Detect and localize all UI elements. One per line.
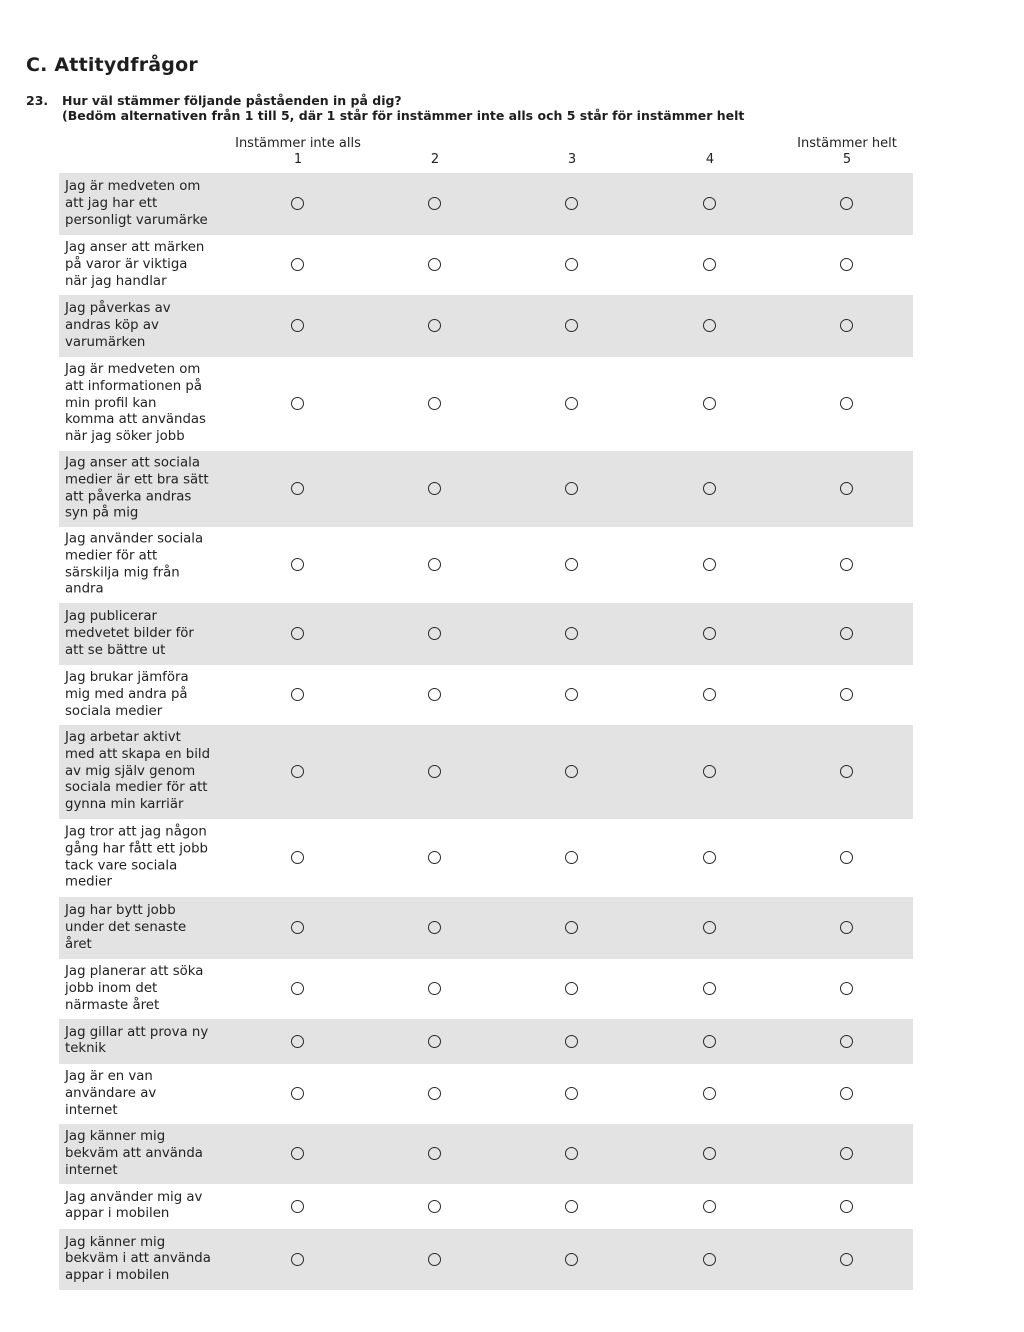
radio-option-1[interactable]	[291, 1200, 304, 1213]
radio-option-2[interactable]	[428, 1035, 441, 1048]
radio-option-5[interactable]	[840, 397, 853, 410]
radio-option-2[interactable]	[428, 1200, 441, 1213]
radio-option-5[interactable]	[840, 319, 853, 332]
radio-option-2[interactable]	[428, 627, 441, 640]
radio-option-4[interactable]	[703, 1147, 716, 1160]
statement-row	[59, 357, 913, 451]
radio-option-5[interactable]	[840, 765, 853, 778]
scale-value: 5	[842, 152, 852, 167]
statement-label	[65, 670, 215, 720]
radio-option-5[interactable]	[840, 688, 853, 701]
radio-option-3[interactable]	[565, 851, 578, 864]
radio-option-3[interactable]	[565, 1035, 578, 1048]
statement-label-line: jobb inom det	[65, 980, 158, 996]
radio-option-2[interactable]	[428, 482, 441, 495]
scale-value: 2	[430, 152, 440, 167]
statement-label-line: Jag anser att märken	[65, 239, 205, 255]
statement-row	[59, 959, 913, 1019]
radio-option-5[interactable]	[840, 1035, 853, 1048]
statement-label-line: på varor är viktiga	[65, 256, 188, 272]
statement-label	[65, 1190, 215, 1224]
statement-label-line: Jag anser att sociala	[65, 455, 200, 471]
statement-label	[65, 1069, 215, 1119]
statement-label	[65, 1129, 215, 1179]
radio-option-4[interactable]	[703, 921, 716, 934]
statement-label	[65, 903, 215, 953]
statement-label-line: att påverka andras	[65, 489, 192, 504]
statement-row	[59, 527, 913, 603]
statement-label-line: syn på mig	[65, 505, 139, 521]
radio-option-4[interactable]	[703, 197, 716, 210]
radio-option-1[interactable]	[291, 319, 304, 332]
radio-option-2[interactable]	[428, 921, 441, 934]
statement-label-line: Jag planerar att söka	[65, 963, 204, 979]
statement-row	[59, 235, 913, 295]
statement-label-line: Jag är medveten om	[65, 362, 201, 378]
statement-label-line: bekväm att använda	[65, 1145, 203, 1161]
radio-option-2[interactable]	[428, 558, 441, 571]
radio-option-4[interactable]	[703, 1253, 716, 1266]
statement-label-line: med att skapa en bild	[65, 746, 211, 762]
statement-label-line: bekväm i att använda	[65, 1251, 211, 1267]
radio-option-4[interactable]	[703, 982, 716, 995]
scale-header-5	[777, 136, 917, 168]
statement-row	[59, 1019, 913, 1064]
statement-label	[65, 730, 215, 814]
statement-row	[59, 173, 913, 235]
radio-option-4[interactable]	[703, 1087, 716, 1100]
statement-label-line: året	[65, 936, 92, 952]
radio-option-3[interactable]	[565, 688, 578, 701]
statement-row	[59, 1064, 913, 1124]
radio-option-3[interactable]	[565, 627, 578, 640]
statement-label-line: personligt varumärke	[65, 212, 208, 228]
radio-option-1[interactable]	[291, 765, 304, 778]
radio-option-3[interactable]	[565, 397, 578, 410]
radio-option-1[interactable]	[291, 1147, 304, 1160]
statement-label-line: Jag är en van	[65, 1068, 153, 1084]
statement-label-line: min profil kan	[65, 395, 157, 411]
radio-option-3[interactable]	[565, 319, 578, 332]
radio-option-1[interactable]	[291, 258, 304, 271]
radio-option-4[interactable]	[703, 1035, 716, 1048]
statement-label	[65, 179, 215, 229]
statement-label-line: komma att användas	[65, 412, 206, 428]
scale-label	[640, 136, 780, 152]
radio-option-3[interactable]	[565, 482, 578, 495]
radio-option-5[interactable]	[840, 627, 853, 640]
statement-label	[65, 240, 215, 290]
statement-label	[65, 1234, 215, 1284]
radio-option-4[interactable]	[703, 765, 716, 778]
radio-option-2[interactable]	[428, 1253, 441, 1266]
radio-option-4[interactable]	[703, 319, 716, 332]
statement-table	[59, 173, 913, 1290]
statement-label-line: närmaste året	[65, 997, 160, 1013]
radio-option-2[interactable]	[428, 319, 441, 332]
radio-option-1[interactable]	[291, 627, 304, 640]
statement-row	[59, 665, 913, 725]
question-number: 23.	[26, 93, 49, 108]
radio-option-1[interactable]	[291, 1035, 304, 1048]
radio-option-1[interactable]	[291, 688, 304, 701]
radio-option-4[interactable]	[703, 627, 716, 640]
radio-option-2[interactable]	[428, 982, 441, 995]
statement-label-line: Jag känner mig	[65, 1128, 166, 1144]
radio-option-1[interactable]	[291, 851, 304, 864]
statement-label-line: internet	[65, 1102, 118, 1118]
statement-label-line: användare av	[65, 1085, 157, 1101]
statement-label-line: gång har fått ett jobb	[65, 841, 208, 857]
radio-option-5[interactable]	[840, 482, 853, 495]
scale-value: 1	[293, 152, 303, 167]
statement-label-line: gynna min karriär	[65, 797, 184, 813]
radio-option-1[interactable]	[291, 1087, 304, 1100]
radio-option-4[interactable]	[703, 558, 716, 571]
radio-option-5[interactable]	[840, 982, 853, 995]
statement-row	[59, 1229, 913, 1290]
statement-label-line: Jag publicerar	[65, 608, 158, 624]
radio-option-4[interactable]	[703, 851, 716, 864]
scale-value: 4	[705, 152, 715, 167]
statement-label-line: särskilja mig från	[65, 565, 180, 580]
statement-label-line: under det senaste	[65, 919, 187, 935]
radio-option-3[interactable]	[565, 258, 578, 271]
statement-label-line: när jag handlar	[65, 273, 167, 289]
statement-row	[59, 295, 913, 357]
radio-option-3[interactable]	[565, 1147, 578, 1160]
radio-option-3[interactable]	[565, 558, 578, 571]
statement-label-line: Jag tror att jag någon	[65, 824, 207, 840]
radio-option-1[interactable]	[291, 921, 304, 934]
radio-option-5[interactable]	[840, 558, 853, 571]
scale-label	[502, 136, 642, 152]
scale-header-4	[640, 136, 780, 168]
statement-label	[65, 531, 215, 598]
section-title: C. Attitydfrågor	[26, 54, 198, 76]
statement-label	[65, 1025, 215, 1059]
scale-label: Instämmer inte alls	[235, 136, 361, 151]
radio-option-3[interactable]	[565, 921, 578, 934]
statement-label-line: internet	[65, 1162, 118, 1178]
statement-label-line: Jag använder mig av	[65, 1189, 203, 1205]
radio-option-5[interactable]	[840, 921, 853, 934]
radio-option-4[interactable]	[703, 688, 716, 701]
statement-row	[59, 1124, 913, 1184]
radio-option-3[interactable]	[565, 1087, 578, 1100]
statement-label-line: Jag gillar att prova ny	[65, 1024, 209, 1040]
statement-label-line: mig med andra på	[65, 686, 188, 702]
statement-label-line: Jag känner mig	[65, 1234, 166, 1250]
statement-label-line: att jag har ett	[65, 195, 158, 211]
statement-label-line: varumärken	[65, 334, 146, 350]
scale-value: 3	[567, 152, 577, 167]
radio-option-1[interactable]	[291, 197, 304, 210]
radio-option-5[interactable]	[840, 258, 853, 271]
scale-header-3	[502, 136, 642, 168]
radio-option-3[interactable]	[565, 765, 578, 778]
statement-label-line: av mig själv genom	[65, 763, 196, 779]
radio-option-3[interactable]	[565, 1253, 578, 1266]
statement-label-line: att se bättre ut	[65, 642, 166, 658]
statement-label-line: att informationen på	[65, 378, 202, 394]
statement-label-line: när jag söker jobb	[65, 429, 185, 445]
statement-row	[59, 451, 913, 527]
radio-option-1[interactable]	[291, 982, 304, 995]
statement-row	[59, 603, 913, 665]
radio-option-1[interactable]	[291, 482, 304, 495]
statement-label-line: medier	[65, 874, 112, 890]
statement-label-line: Jag arbetar aktivt	[65, 730, 181, 746]
radio-option-4[interactable]	[703, 1200, 716, 1213]
radio-option-4[interactable]	[703, 397, 716, 410]
radio-option-4[interactable]	[703, 258, 716, 271]
radio-option-5[interactable]	[840, 1200, 853, 1213]
radio-option-2[interactable]	[428, 397, 441, 410]
radio-option-5[interactable]	[840, 1087, 853, 1100]
statement-label	[65, 964, 215, 1014]
radio-option-4[interactable]	[703, 482, 716, 495]
radio-option-5[interactable]	[840, 1147, 853, 1160]
radio-option-3[interactable]	[565, 1200, 578, 1213]
statement-label-line: sociala medier	[65, 703, 163, 719]
radio-option-2[interactable]	[428, 1147, 441, 1160]
radio-option-2[interactable]	[428, 851, 441, 864]
radio-option-3[interactable]	[565, 197, 578, 210]
radio-option-5[interactable]	[840, 1253, 853, 1266]
radio-option-5[interactable]	[840, 851, 853, 864]
statement-row	[59, 819, 913, 897]
statement-label-line: tack vare sociala	[65, 858, 178, 873]
statement-label-line: appar i mobilen	[65, 1206, 170, 1222]
statement-row	[59, 1184, 913, 1229]
question-line-2: (Bedöm alternativen från 1 till 5, där 1 står för instämmer inte alls och 5 står för instämmer helt	[62, 108, 745, 123]
radio-option-1[interactable]	[291, 558, 304, 571]
radio-option-2[interactable]	[428, 765, 441, 778]
question-line-1: Hur väl stämmer följande påståenden in på dig?	[62, 93, 402, 108]
radio-option-2[interactable]	[428, 258, 441, 271]
scale-label: Instämmer helt	[797, 136, 897, 151]
scale-label	[365, 136, 505, 152]
statement-label-line: teknik	[65, 1041, 106, 1057]
scale-header-2	[365, 136, 505, 168]
statement-row	[59, 725, 913, 819]
statement-label-line: sociala medier för att	[65, 780, 208, 796]
radio-option-2[interactable]	[428, 688, 441, 701]
radio-option-3[interactable]	[565, 982, 578, 995]
statement-label-line: medier för att	[65, 548, 158, 564]
statement-label-line: medvetet bilder för	[65, 625, 194, 641]
statement-label	[65, 455, 215, 522]
statement-label-line: medier är ett bra sätt	[65, 472, 209, 488]
radio-option-1[interactable]	[291, 1253, 304, 1266]
statement-label	[65, 301, 215, 351]
radio-option-2[interactable]	[428, 197, 441, 210]
radio-option-2[interactable]	[428, 1087, 441, 1100]
statement-label-line: andra	[65, 581, 104, 597]
question-text	[62, 93, 744, 123]
statement-label-line: andras köp av	[65, 317, 159, 333]
statement-label-line: Jag använder sociala	[65, 531, 204, 547]
statement-label-line: Jag har bytt jobb	[65, 902, 176, 918]
radio-option-1[interactable]	[291, 397, 304, 410]
statement-row	[59, 897, 913, 959]
statement-label	[65, 609, 215, 659]
statement-label-line: Jag är medveten om	[65, 178, 201, 194]
radio-option-5[interactable]	[840, 197, 853, 210]
scale-header-1	[228, 136, 368, 168]
statement-label-line: appar i mobilen	[65, 1267, 170, 1283]
statement-label-line: Jag påverkas av	[65, 300, 171, 316]
statement-label-line: Jag brukar jämföra	[65, 669, 189, 685]
statement-label	[65, 362, 215, 446]
statement-label	[65, 824, 215, 891]
